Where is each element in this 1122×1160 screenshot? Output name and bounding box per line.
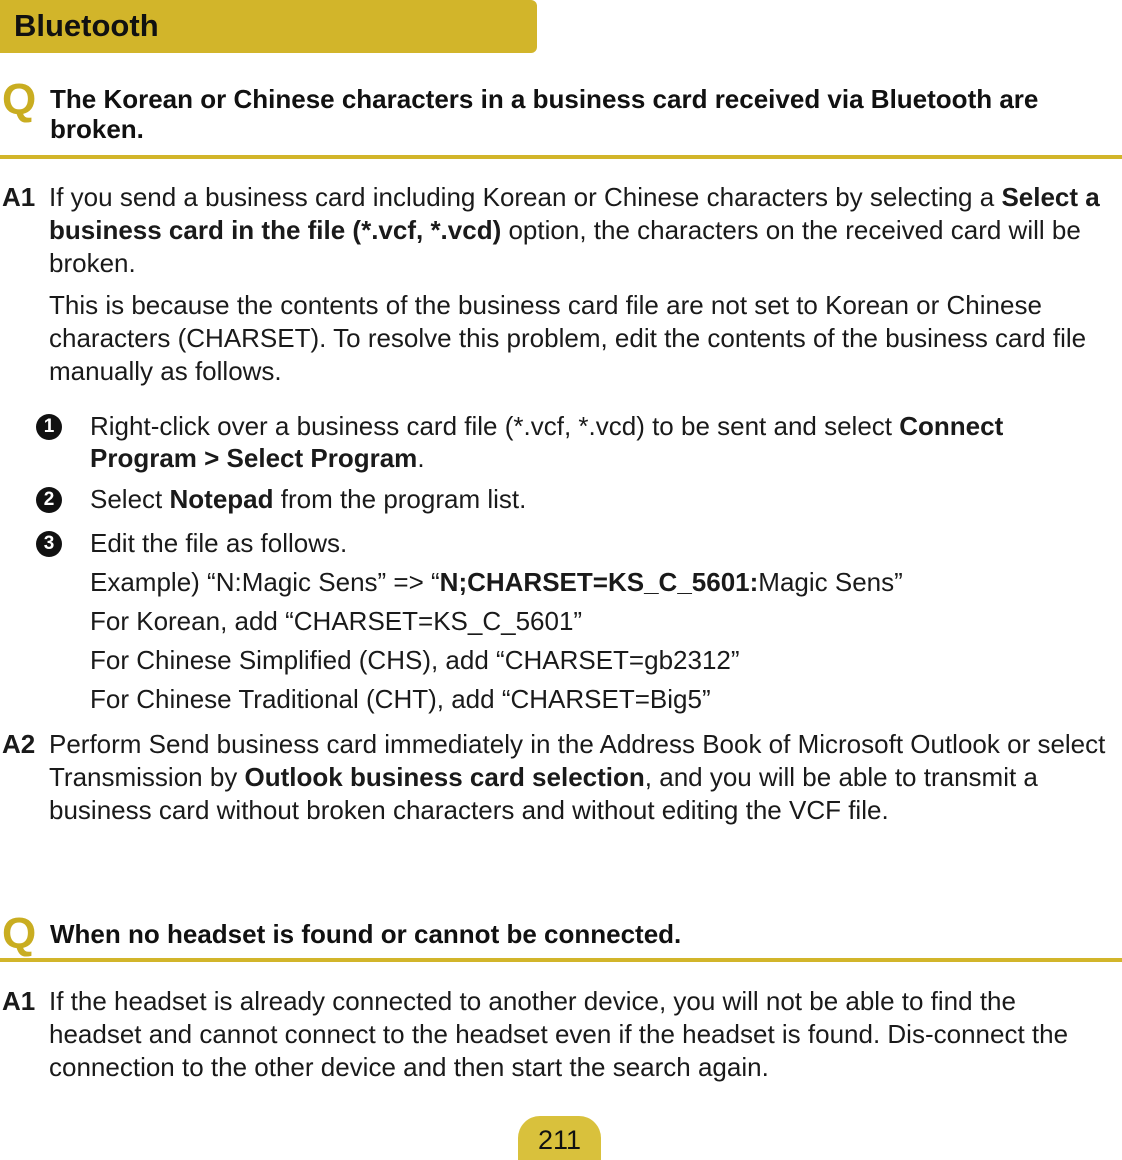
example-code: N;CHARSET=KS_C_5601:	[439, 567, 759, 597]
step-1-text	[90, 410, 1116, 474]
text: Perform Send business card immediately in the Address Book of Microsoft Outlook or select Transmission by	[49, 729, 1106, 792]
step-number-badge: 1	[36, 414, 62, 440]
answer-paragraph: If the headset is already connected to another device, you will not be able to find the headset and cannot connect to the headset even if the headset is found. Dis-connect the connection to the other device and then start the search again.	[49, 986, 1069, 1082]
text: from the program list.	[273, 484, 527, 514]
explanation-paragraph: This is because the contents of the business card file are not set to Korean or Chinese characters (CHARSET). To resolve this problem, edit the contents of the business card file manually as follows.	[49, 290, 1087, 386]
step-number-badge: 3	[36, 531, 62, 557]
step-number-badge: 2	[36, 487, 62, 513]
text: Example) “N:Magic Sens” => “	[90, 567, 440, 597]
answer-label: A1	[2, 986, 36, 1016]
page-number: 211	[537, 1125, 582, 1155]
divider	[0, 155, 1122, 159]
text: Right-click over a business card file (*.vcf, *.vcd) to be sent and select	[90, 411, 900, 441]
section-title: Bluetooth	[14, 8, 159, 43]
note-chinese-traditional: For Chinese Traditional (CHT), add “CHARSET=Big5”	[90, 684, 711, 714]
note-korean: For Korean, add “CHARSET=KS_C_5601”	[90, 606, 583, 636]
text: , and you will be able to transmit a business card without broken characters and without editing the VCF file.	[49, 762, 1038, 825]
answer-paragraph	[49, 728, 1114, 827]
answer-label: A2	[2, 729, 36, 759]
step-2-text	[90, 483, 1116, 515]
step-3-text: Edit the file as follows.	[90, 528, 348, 558]
page-number-tab	[518, 1116, 601, 1160]
text: If you send a business card including Korean or Chinese characters by selecting a	[49, 182, 1002, 212]
question-mark-icon: Q	[2, 909, 37, 958]
note-chinese-simplified: For Chinese Simplified (CHS), add “CHARSET=gb2312”	[90, 645, 740, 675]
text: option, the characters on the received card will be broken.	[49, 215, 1081, 278]
text: Select	[90, 484, 170, 514]
question-mark-icon: Q	[2, 75, 37, 124]
text: Magic Sens”	[758, 567, 903, 597]
answer-label: A1	[2, 182, 36, 212]
question-title-1: The Korean or Chinese characters in a business card received via Bluetooth are broken.	[50, 84, 1039, 144]
text: .	[417, 443, 425, 473]
section-header-tab	[0, 0, 537, 53]
question-title-2: When no headset is found or cannot be connected.	[50, 919, 682, 949]
answer-paragraph	[49, 181, 1114, 280]
program-name: Notepad	[169, 484, 274, 514]
option-name: Select a business card in the file (*.vcf, *.vcd)	[49, 182, 1100, 245]
menu-path: Connect Program > Select Program	[90, 411, 1004, 473]
divider	[0, 958, 1122, 962]
example-line	[90, 566, 1116, 598]
option-name: Outlook business card selection	[244, 762, 645, 792]
